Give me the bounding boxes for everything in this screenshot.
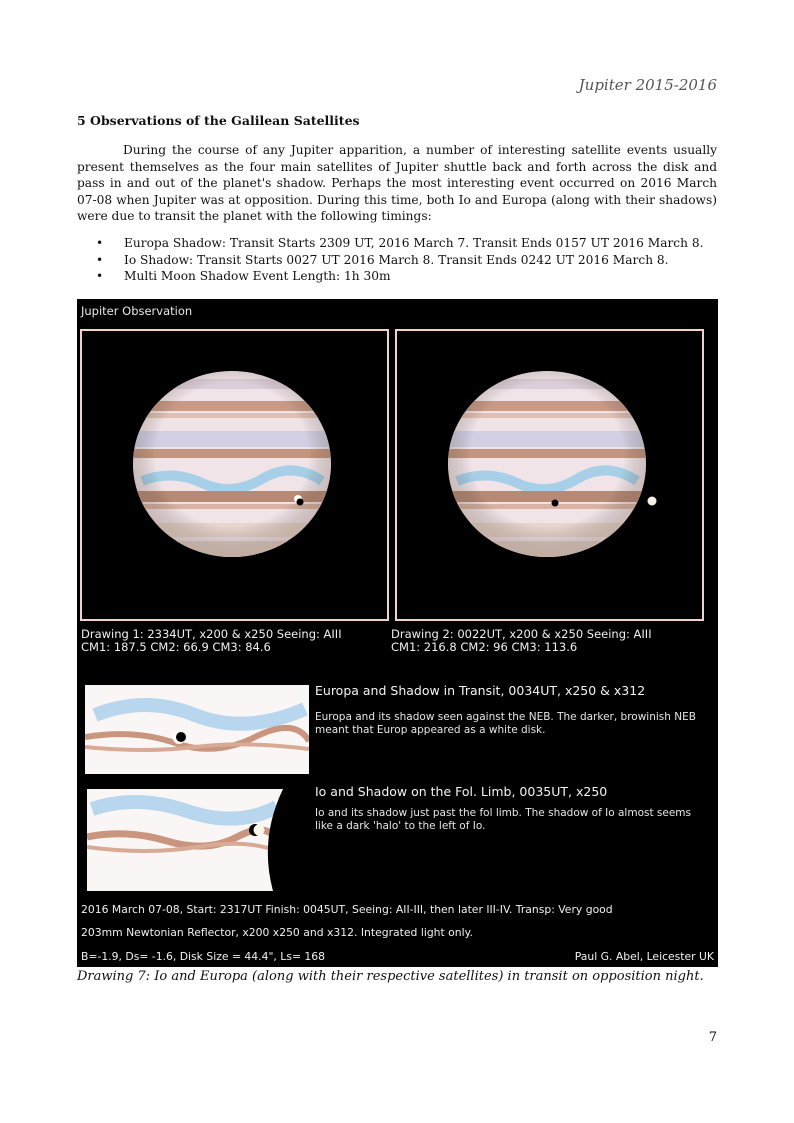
- body-paragraph: [77, 142, 717, 225]
- jupiter-disk-drawing-1: [82, 331, 387, 619]
- observation-details-line-3: B=-1.9, Ds= -1.6, Disk Size = 44.4", Ls= 168: [81, 950, 326, 963]
- europa-inset-text: Europa and its shadow seen against the NEB. The darker, browinish NEB meant that Europ appeared as a white disk.: [315, 711, 696, 736]
- europa-inset-heading: Europa and Shadow in Transit, 0034UT, x250 & x312: [315, 683, 646, 698]
- drawing-1-caption-line-1: Drawing 1: 2334UT, x200 & x250 Seeing: AIII: [81, 627, 342, 641]
- running-title: Jupiter 2015-2016: [578, 76, 717, 94]
- timing-list: [96, 235, 716, 285]
- observation-details-line-2: 203mm Newtonian Reflector, x200 x250 and x312. Integrated light only.: [81, 926, 473, 939]
- jupiter-disk-drawing-2: [397, 331, 702, 619]
- list-item: • Io Shadow: Transit Starts 0027 UT 2016 March 8. Transit Ends 0242 UT 2016 March 8.: [96, 252, 716, 269]
- drawing-2-caption-line-1: Drawing 2: 0022UT, x200 & x250 Seeing: AIII: [391, 627, 652, 641]
- observation-details-line-1: 2016 March 07-08, Start: 2317UT Finish: 0045UT, Seeing: AII-III, then later III-IV. Transp: Very good: [81, 903, 613, 916]
- list-item: • Multi Moon Shadow Event Length: 1h 30m: [96, 268, 716, 285]
- observer-credit: Paul G. Abel, Leicester UK: [574, 950, 714, 963]
- drawing-2-caption-line-2: CM1: 216.8 CM2: 96 CM3: 113.6: [391, 640, 578, 654]
- io-inset-drawing: [87, 789, 309, 891]
- page-number: 7: [708, 1030, 717, 1045]
- figure-title: Jupiter Observation: [81, 304, 193, 318]
- figure-caption: Drawing 7: Io and Europa (along with their respective satellites) in transit on opposition night.: [77, 969, 704, 984]
- list-item: • Europa Shadow: Transit Starts 2309 UT, 2016 March 7. Transit Ends 0157 UT 2016 March 8.: [96, 235, 716, 252]
- section-title: 5 Observations of the Galilean Satellites: [77, 113, 360, 128]
- body-paragraph-text: During the course of any Jupiter apparition, a number of interesting satellite events usually present themselves as the four main satellites of Jupiter shuttle back and forth across the disk and pass in and out of the planet's shadow. Perhaps the most interesting event occurred on 2016 March 07-08 when Jupiter was at opposition. During this time, both Io and Europa (along with their shadows) were due to transit the planet with the following timings:: [77, 143, 717, 223]
- europa-inset-drawing: [85, 685, 309, 774]
- jupiter-observation-figure: [77, 299, 718, 967]
- io-transit-sketch: [87, 789, 309, 891]
- drawing-2-panel: [395, 329, 704, 621]
- io-inset-text: Io and its shadow just past the fol limb. The shadow of Io almost seems like a dark 'halo' to the left of Io.: [315, 807, 692, 832]
- europa-transit-sketch: [85, 685, 309, 774]
- drawing-1-caption-line-2: CM1: 187.5 CM2: 66.9 CM3: 84.6: [81, 640, 271, 654]
- drawing-1-panel: [80, 329, 389, 621]
- io-inset-heading: Io and Shadow on the Fol. Limb, 0035UT, x250: [315, 784, 608, 799]
